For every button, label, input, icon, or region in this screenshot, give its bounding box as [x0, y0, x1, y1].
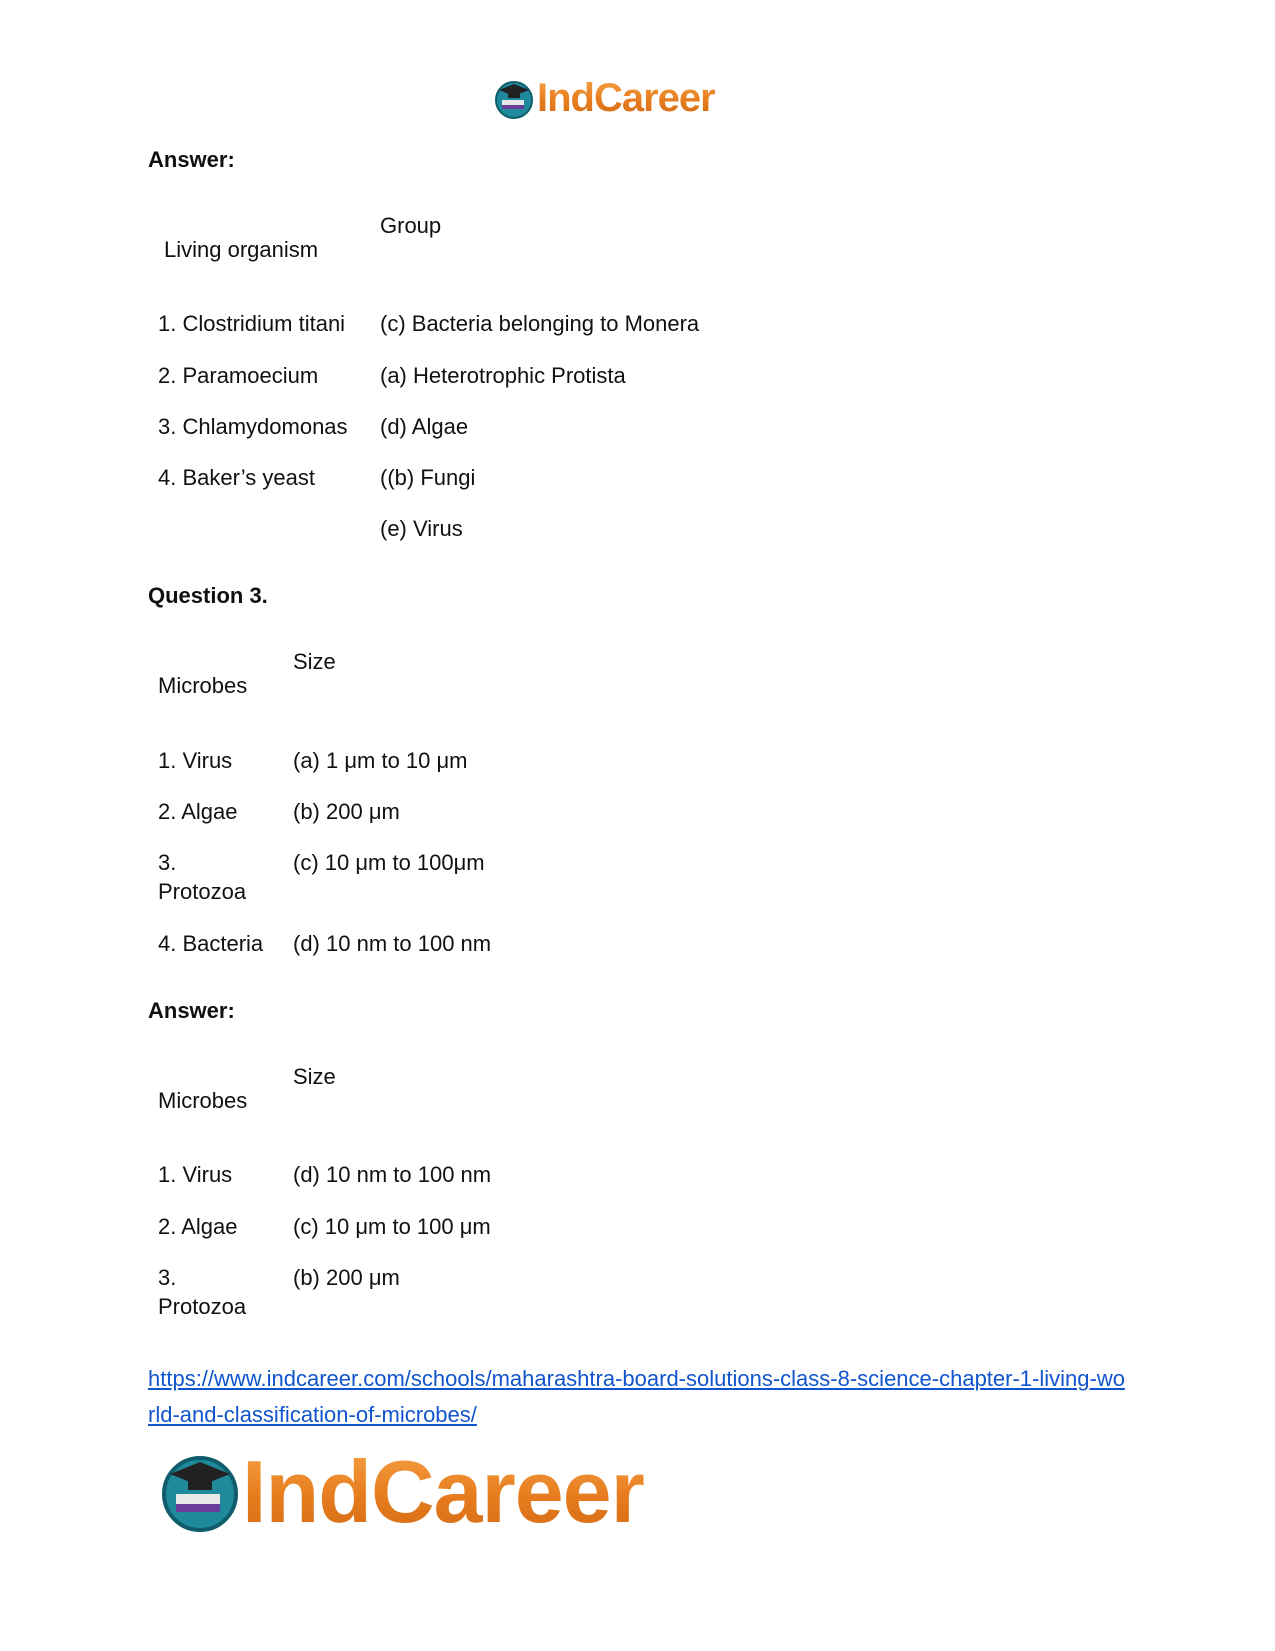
answer-heading: Answer: [148, 998, 235, 1023]
column-header-size: Size [293, 649, 336, 674]
footer-logo [158, 1441, 644, 1543]
graduation-globe-icon [158, 1450, 242, 1534]
column-header-microbes: Microbes [158, 673, 248, 698]
answer-heading: Answer: [148, 147, 235, 172]
table-row: 1. Clostridium titani [158, 311, 346, 336]
table-cell: (c) Bacteria belonging to Monera [380, 311, 700, 336]
column-header-microbes: Microbes [158, 1088, 248, 1113]
header-logo [493, 76, 715, 121]
table-cell: (a) Heterotrophic Protista [380, 363, 626, 388]
graduation-globe-icon [493, 78, 535, 120]
table-row: 3. Protozoa [158, 1265, 247, 1319]
table-row: 1. Virus [158, 1162, 233, 1187]
table-row: 2. Algae [158, 1214, 238, 1239]
source-link[interactable]: https://www.indcareer.com/schools/maharashtra-board-solutions-class-8-science-chapter-1-living-world-and-classification-of-microbes/ [148, 1366, 1125, 1427]
table-cell: (c) 10 μm to 100 μm [293, 1214, 491, 1239]
table-cell: ((b) Fungi [380, 465, 476, 490]
table-cell: (d) 10 nm to 100 nm [293, 1162, 492, 1187]
table-row: 3. Protozoa [158, 850, 247, 904]
table-row: 2. Algae [158, 799, 238, 824]
table-cell: (b) 200 μm [293, 799, 400, 824]
table-cell: (c) 10 μm to 100μm [293, 850, 485, 875]
table-row: 3. Chlamydomonas [158, 414, 348, 439]
column-header-living-organism: Living organism [164, 237, 319, 262]
table-row: 4. Bacteria [158, 931, 264, 956]
table-row: 1. Virus [158, 748, 233, 773]
column-header-group: Group [380, 213, 442, 238]
table-cell: (d) 10 nm to 100 nm [293, 931, 492, 956]
table-cell: (e) Virus [380, 516, 463, 541]
table-cell: (d) Algae [380, 414, 469, 439]
brand-name: IndCareer [537, 76, 715, 120]
brand-name: IndCareer [242, 1442, 644, 1541]
table-row: 2. Paramoecium [158, 363, 319, 388]
table-cell: (a) 1 μm to 10 μm [293, 748, 468, 773]
table-cell: (b) 200 μm [293, 1265, 400, 1290]
table-row: 4. Baker’s yeast [158, 465, 315, 490]
question-heading: Question 3. [148, 583, 268, 608]
column-header-size: Size [293, 1064, 336, 1089]
